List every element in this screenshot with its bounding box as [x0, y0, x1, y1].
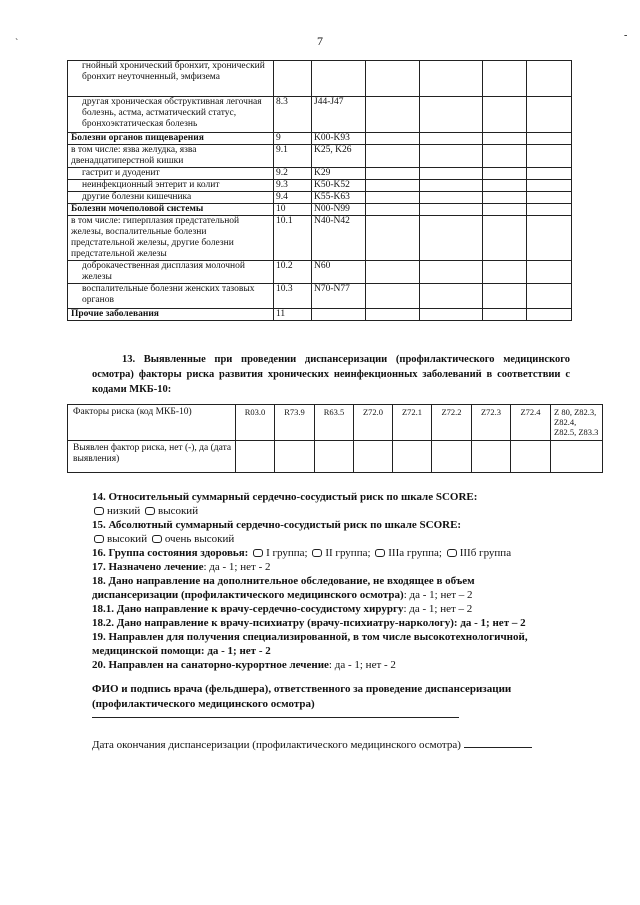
value-cell[interactable]: [420, 309, 483, 321]
disease-name-cell: другая хроническая обструктивная легочная болезнь, астма, астматический статус, бронхоэктатическая болезнь: [68, 97, 274, 133]
risk-factors-header-label: Факторы риска (код МКБ-10): [68, 405, 236, 441]
checkbox-group-3a[interactable]: [375, 549, 385, 557]
item-15-label: 15. Абсолютный суммарный сердечно-сосудистый риск по шкале SCORE:: [92, 519, 462, 531]
icd-code-cell: [312, 309, 366, 321]
value-cell[interactable]: [420, 61, 483, 97]
row-number-cell: 9.4: [274, 192, 312, 204]
row-number-cell: 9: [274, 133, 312, 145]
disease-row: [68, 192, 572, 204]
page-number: 7: [317, 34, 323, 48]
disease-row: [68, 216, 572, 261]
disease-name-cell: гнойный хронический бронхит, хронический бронхит неуточненный, эмфизема: [68, 61, 274, 97]
value-cell[interactable]: [420, 145, 483, 168]
value-cell[interactable]: [366, 97, 420, 133]
icd-code-cell: N60: [312, 261, 366, 284]
risk-code-cell-family: Z 80, Z82.3, Z82.4, Z82.5, Z83.3: [551, 405, 603, 441]
value-cell[interactable]: [527, 204, 572, 216]
icd-code-cell: [312, 61, 366, 97]
icd-code-cell: K25, K26: [312, 145, 366, 168]
row-number-cell: 8.3: [274, 97, 312, 133]
value-cell[interactable]: [483, 309, 527, 321]
checkbox-group-1[interactable]: [253, 549, 263, 557]
disease-name-cell: Прочие заболевания: [68, 309, 274, 321]
value-cell[interactable]: [366, 133, 420, 145]
icd-code-cell: K55-K63: [312, 192, 366, 204]
disease-row: [68, 168, 572, 180]
risk-factors-value-row: [68, 441, 603, 473]
signature-line[interactable]: [92, 717, 459, 718]
icd-code-cell: N40-N42: [312, 216, 366, 261]
value-cell[interactable]: [527, 309, 572, 321]
risk-factors-header-row: [68, 405, 603, 441]
value-cell[interactable]: [420, 133, 483, 145]
risk-value-cell[interactable]: [432, 441, 472, 473]
item-16: 16. Группа состояния здоровья: I группа; II группа; IIIа группа; IIIб группа: [92, 547, 512, 559]
margin-mark-right: -: [624, 30, 628, 41]
value-cell[interactable]: [366, 284, 420, 309]
checkbox-high-abs[interactable]: [94, 535, 104, 543]
risk-value-cell[interactable]: [551, 441, 603, 473]
value-cell[interactable]: [483, 61, 527, 97]
disease-row: [68, 204, 572, 216]
value-cell[interactable]: [420, 168, 483, 180]
value-cell[interactable]: [527, 145, 572, 168]
value-cell[interactable]: [483, 216, 527, 261]
risk-value-cell[interactable]: [315, 441, 354, 473]
row-number-cell: 9.1: [274, 145, 312, 168]
risk-code-cell: R73.9: [275, 405, 315, 441]
section-13-title: 13. Выявленные при проведении диспансеризации (профилактического медицинского осмотра) факторы риска развития хронических неинфекционных заболеваний в соответствии с кодами МКБ-10:: [92, 354, 570, 395]
disease-row: [68, 97, 572, 133]
icd-code-cell: N00-N99: [312, 204, 366, 216]
item-17: 17. Назначено лечение: да - 1; нет - 2: [92, 561, 271, 573]
value-cell[interactable]: [420, 192, 483, 204]
item-14-label: 14. Относительный суммарный сердечно-сосудистый риск по шкале SCORE:: [92, 491, 478, 503]
risk-code-cell: Z72.0: [354, 405, 393, 441]
value-cell[interactable]: [366, 61, 420, 97]
item-20: 20. Направлен на санаторно-курортное лечение: да - 1; нет - 2: [92, 659, 396, 671]
value-cell[interactable]: [366, 192, 420, 204]
value-cell[interactable]: [527, 168, 572, 180]
disease-name-cell: гастрит и дуоденит: [68, 168, 274, 180]
item-18-line1: 18. Дано направление на дополнительное обследование, не входящее в объем: [92, 575, 475, 587]
value-cell[interactable]: [483, 97, 527, 133]
value-cell[interactable]: [527, 192, 572, 204]
disease-row: [68, 309, 572, 321]
value-cell[interactable]: [366, 261, 420, 284]
row-number-cell: 10.1: [274, 216, 312, 261]
row-number-cell: 11: [274, 309, 312, 321]
value-cell[interactable]: [483, 133, 527, 145]
value-cell[interactable]: [527, 216, 572, 261]
value-cell[interactable]: [483, 168, 527, 180]
end-date-field[interactable]: [464, 737, 532, 748]
checkbox-group-3b[interactable]: [447, 549, 457, 557]
icd-code-cell: K29: [312, 168, 366, 180]
value-cell[interactable]: [483, 145, 527, 168]
value-cell[interactable]: [483, 180, 527, 192]
disease-name-cell: в том числе: гиперплазия предстательной железы, воспалительные болезни предстательной железы, другие болезни предстательной железы: [68, 216, 274, 261]
row-number-cell: 9.2: [274, 168, 312, 180]
checkbox-group-2[interactable]: [312, 549, 322, 557]
value-cell[interactable]: [483, 284, 527, 309]
risk-value-cell[interactable]: [472, 441, 511, 473]
risk-value-cell[interactable]: [275, 441, 315, 473]
checkbox-low[interactable]: [94, 507, 104, 515]
value-cell[interactable]: [420, 97, 483, 133]
risk-code-cell: R63.5: [315, 405, 354, 441]
disease-row: [68, 261, 572, 284]
disease-row: [68, 61, 572, 97]
value-cell[interactable]: [420, 284, 483, 309]
icd-code-cell: K50-K52: [312, 180, 366, 192]
value-cell[interactable]: [527, 261, 572, 284]
diseases-table: [67, 60, 572, 321]
disease-name-cell: доброкачественная дисплазия молочной железы: [68, 261, 274, 284]
row-number-cell: [274, 61, 312, 97]
disease-name-cell: воспалительные болезни женских тазовых органов: [68, 284, 274, 309]
risk-factors-table: [67, 404, 603, 473]
risk-value-cell[interactable]: [393, 441, 432, 473]
value-cell[interactable]: [366, 204, 420, 216]
disease-row: [68, 284, 572, 309]
value-cell[interactable]: [366, 168, 420, 180]
disease-name-cell: Болезни органов пищеварения: [68, 133, 274, 145]
disease-name-cell: в том числе: язва желудка, язва двенадцатиперстной кишки: [68, 145, 274, 168]
item-19-line2: медицинской помощи: да - 1; нет - 2: [92, 645, 271, 657]
disease-name-cell: другие болезни кишечника: [68, 192, 274, 204]
row-number-cell: 10.3: [274, 284, 312, 309]
value-cell[interactable]: [527, 133, 572, 145]
value-cell[interactable]: [483, 192, 527, 204]
row-number-cell: 10: [274, 204, 312, 216]
value-cell[interactable]: [527, 180, 572, 192]
risk-code-cell: Z72.4: [511, 405, 551, 441]
risk-value-cell[interactable]: [354, 441, 393, 473]
value-cell[interactable]: [483, 204, 527, 216]
disease-name-cell: неинфекционный энтерит и колит: [68, 180, 274, 192]
disease-row: [68, 133, 572, 145]
risk-value-cell[interactable]: [511, 441, 551, 473]
value-cell[interactable]: [420, 180, 483, 192]
row-number-cell: 9.3: [274, 180, 312, 192]
end-date-row: Дата окончания диспансеризации (профилактического медицинского осмотра): [92, 737, 532, 752]
item-18-line2: диспансеризации (профилактического медицинского осмотра): да - 1; нет – 2: [92, 589, 473, 601]
value-cell[interactable]: [420, 216, 483, 261]
item-18-1: 18.1. Дано направление к врачу-сердечно-сосудистому хирургу: да - 1; нет – 2: [92, 603, 473, 615]
risk-code-cell: Z72.3: [472, 405, 511, 441]
value-cell[interactable]: [366, 180, 420, 192]
value-cell[interactable]: [366, 309, 420, 321]
value-cell[interactable]: [366, 216, 420, 261]
value-cell[interactable]: [420, 204, 483, 216]
risk-code-cell: R03.0: [236, 405, 275, 441]
icd-code-cell: N70-N77: [312, 284, 366, 309]
value-cell[interactable]: [527, 61, 572, 97]
margin-mark-left: `: [15, 38, 19, 49]
disease-name-cell: Болезни мочеполовой системы: [68, 204, 274, 216]
item-18-2: 18.2. Дано направление к врачу-психиатру (врачу-психиатру-наркологу): да - 1; нет – 2: [92, 617, 526, 629]
signature-label-line1: ФИО и подпись врача (фельдшера), ответственного за проведение диспансеризации: [92, 683, 512, 695]
icd-code-cell: J44-J47: [312, 97, 366, 133]
disease-row: [68, 180, 572, 192]
value-cell[interactable]: [527, 97, 572, 133]
item-14-options: низкий высокий: [92, 504, 198, 518]
risk-code-cell: Z72.1: [393, 405, 432, 441]
row-number-cell: 10.2: [274, 261, 312, 284]
value-cell[interactable]: [527, 284, 572, 309]
item-19-line1: 19. Направлен для получения специализированной, в том числе высокотехнологичной,: [92, 631, 528, 643]
signature-label-line2: (профилактического медицинского осмотра): [92, 698, 315, 710]
risk-value-cell[interactable]: [236, 441, 275, 473]
risk-code-cell: Z72.2: [432, 405, 472, 441]
checkbox-high[interactable]: [145, 507, 155, 515]
checkbox-very-high[interactable]: [152, 535, 162, 543]
value-cell[interactable]: [483, 261, 527, 284]
disease-row: [68, 145, 572, 168]
risk-factors-row-label: Выявлен фактор риска, нет (-), да (дата выявления): [68, 441, 236, 473]
item-15-options: высокий очень высокий: [92, 532, 234, 546]
value-cell[interactable]: [366, 145, 420, 168]
icd-code-cell: K00-K93: [312, 133, 366, 145]
value-cell[interactable]: [420, 261, 483, 284]
